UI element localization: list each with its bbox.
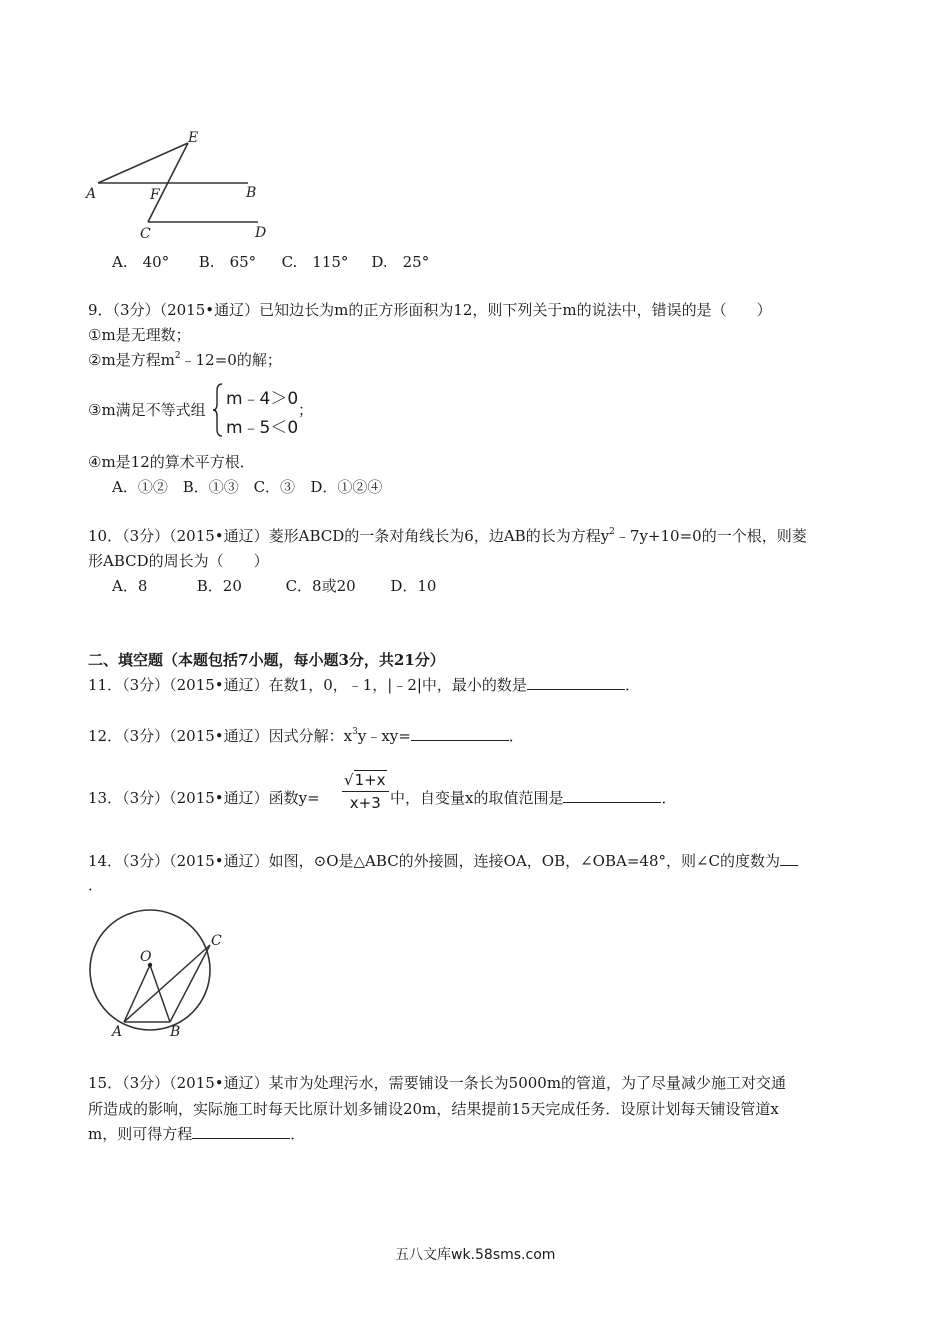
- q10-option-d[interactable]: D．10: [390, 577, 437, 595]
- q8-options: [112, 252, 429, 272]
- q14: 14．（3分）（2015•通辽）如图，⊙O是△ABC的外接圆，连接OA，OB，∠OBA=48°，则∠C的度数为: [88, 851, 798, 871]
- q9-statement-3-end: ；: [298, 401, 314, 419]
- q11: 11．（3分）（2015•通辽）在数1，0，﹣1，|﹣2|中，最小的数是 ．: [88, 676, 640, 694]
- q9-statement-1: ①m是无理数；: [88, 326, 191, 344]
- q12-answer-blank[interactable]: [411, 726, 509, 741]
- q9-option-a[interactable]: A．①②: [112, 478, 168, 496]
- segment-oa: [124, 965, 150, 1022]
- q14-end: ．: [88, 876, 104, 894]
- q15-line-3: m，则可得方程 ．: [88, 1125, 306, 1143]
- q9-stem: 9．（3分）（2015•通辽）已知边长为m的正方形面积为12，则下列关于m的说法中，错误的是（ ）: [88, 301, 772, 319]
- q10-option-c[interactable]: C．8或20: [285, 577, 356, 595]
- q9-options: [112, 477, 382, 497]
- q11-answer-blank[interactable]: [527, 675, 625, 690]
- q8-figure: [80, 125, 280, 245]
- label-b: B: [246, 185, 257, 201]
- q9-inequality-2: m﹣5＜0: [226, 418, 299, 438]
- footer-watermark: 五八文库wk.58sms.com: [395, 1247, 556, 1263]
- q8-option-d[interactable]: D. 25°: [371, 253, 430, 271]
- label-o: O: [140, 949, 152, 965]
- q13-fraction: $\frac{√1+x}{x+3}$: [342, 770, 389, 813]
- circumcircle: [90, 910, 210, 1030]
- label-f: F: [150, 187, 160, 203]
- label-a: A: [112, 1024, 123, 1040]
- label-b: B: [170, 1024, 181, 1040]
- q10-line-2: 形ABCD的周长为（ ）: [88, 552, 269, 570]
- segment-ac: [124, 945, 210, 1022]
- q10-line-1: 10．（3分）（2015•通辽）菱形ABCD的一条对角线长为6，边AB的长为方程$y^2﹣7y+10=0$的一个根，则菱: [88, 527, 807, 545]
- label-c: C: [211, 933, 222, 949]
- q10-option-b[interactable]: B．20: [196, 577, 242, 595]
- label-a: A: [86, 186, 97, 202]
- brace-icon: [212, 383, 224, 437]
- q9-option-c[interactable]: C．③: [253, 478, 296, 496]
- q9-statement-2: ②m是方程$m^2﹣12=0$的解；: [88, 351, 282, 369]
- q10-options: [112, 576, 436, 596]
- label-e: E: [188, 130, 199, 146]
- label-d: D: [255, 225, 267, 241]
- q12: 12．（3分）（2015•通辽）因式分解：$x^3y﹣xy=$ ．: [88, 727, 524, 745]
- q9-inequality-1: m﹣4＞0: [226, 389, 299, 409]
- q8-option-a[interactable]: A. 40°: [112, 253, 170, 271]
- segment-ob: [150, 965, 170, 1022]
- sqrt-sign-icon: √: [344, 771, 354, 789]
- q9-statement-3: ③m满足不等式组: [88, 401, 206, 419]
- section-2-title: 二、填空题（本题包括7小题，每小题3分，共21分）: [88, 651, 445, 669]
- q13-prefix: 13．（3分）（2015•通辽）函数y=: [88, 789, 320, 807]
- q14-answer-blank[interactable]: [780, 851, 798, 866]
- q10-option-a[interactable]: A．8: [112, 577, 148, 595]
- q13-answer-blank[interactable]: [563, 788, 661, 803]
- q15-answer-blank[interactable]: [192, 1124, 290, 1139]
- q13-suffix: 中，自变量x的取值范围是 ．: [390, 789, 677, 807]
- q9-option-b[interactable]: B．①③: [182, 478, 239, 496]
- q15-line-1: 15．（3分）（2015•通辽）某市为处理污水，需要铺设一条长为5000m的管道，为了尽量减少施工对交通: [88, 1074, 787, 1092]
- q8-option-c[interactable]: C. 115°: [281, 253, 349, 271]
- q9-statement-4: ④m是12的算术平方根．: [88, 453, 255, 471]
- q9-option-d[interactable]: D．①②④: [310, 478, 383, 496]
- line-ae: [98, 143, 188, 183]
- label-c: C: [140, 226, 151, 242]
- q15-line-2: 所造成的影响，实际施工时每天比原计划多铺设20m，结果提前15天完成任务．设原计划每天铺设管道x: [88, 1100, 779, 1118]
- q8-option-b[interactable]: B. 65°: [198, 253, 257, 271]
- segment-bc: [170, 945, 210, 1022]
- q14-figure: [80, 905, 240, 1045]
